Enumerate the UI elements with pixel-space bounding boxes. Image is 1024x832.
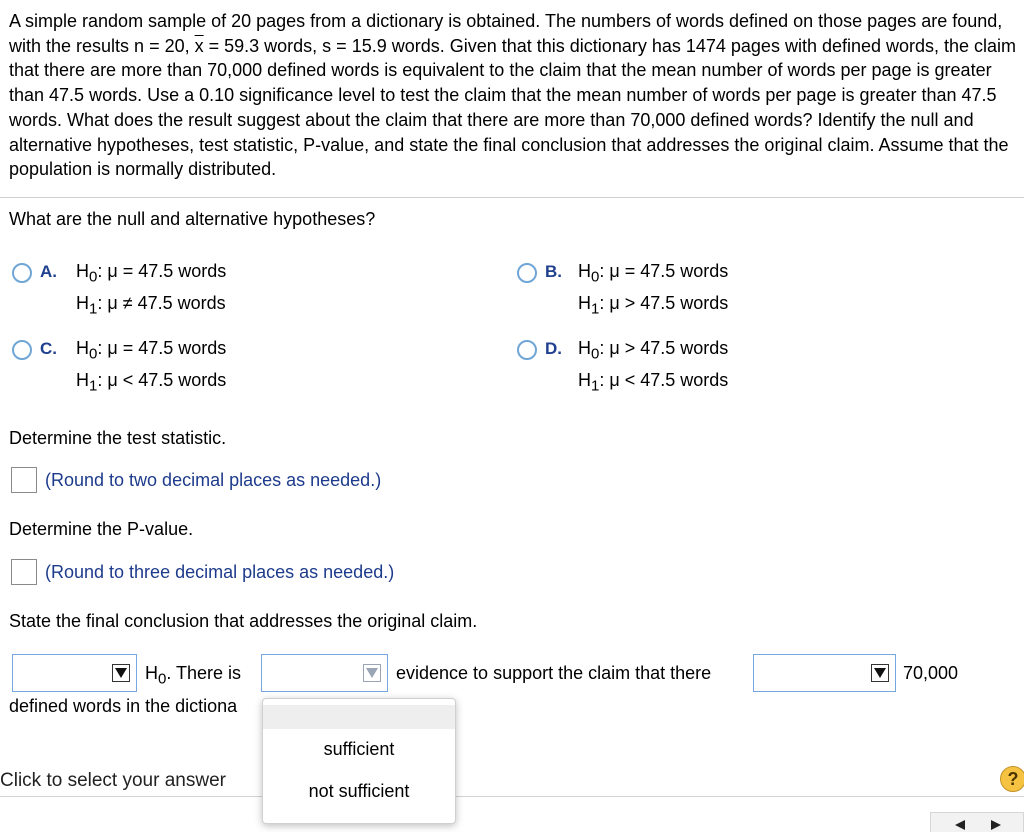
help-icon[interactable]: ?	[1000, 766, 1024, 792]
pvalue-hint: (Round to three decimal places as needed.)	[45, 562, 395, 582]
chevron-down-icon[interactable]	[363, 664, 381, 682]
evidence-dropdown-menu	[262, 698, 456, 824]
option-letter: D.	[545, 339, 562, 358]
option-c[interactable]	[0, 332, 480, 400]
dropdown-option-not-sufficient[interactable]: not sufficient	[308, 781, 410, 801]
conclusion-defined-text: defined words in the dictiona	[9, 696, 238, 716]
chevron-down-icon[interactable]	[871, 664, 889, 682]
option-a-h0: $H_0$: μ = 47.5 words	[76, 261, 227, 286]
problem-text-2: = 59.3 words, s = 15.9 words. Given that this dictionary has 1474 pages with defined words, the claim that there are more than 70,000 defined words is equivalent to the claim that the mean number of words per page is greater than 47.5 words. Use a 0.10 significance level to test the claim that the mean number of words per page is greater than 47.5 words. What does the result suggest about the claim that there are more than 70,000 defined words? Identify the null and alternative hypotheses, test statistic, P-value, and state the final conclusion that addresses the original claim. Assume that the population is normally distributed.	[9, 35, 1017, 180]
option-b-h1: $H_1$: μ > 47.5 words	[578, 293, 729, 318]
navigation-bar	[930, 812, 1024, 832]
radio-b[interactable]	[517, 263, 537, 283]
hypotheses-question: What are the null and alternative hypotheses?	[9, 209, 376, 229]
arrow-right-icon[interactable]	[991, 820, 1001, 830]
conclusion-h0-label: $H_0$. There is	[145, 663, 242, 688]
radio-a[interactable]	[12, 263, 32, 283]
conclusion-question: State the final conclusion that addresses the original claim.	[9, 611, 478, 631]
radio-c[interactable]	[12, 340, 32, 360]
option-b[interactable]	[505, 255, 985, 323]
option-b-h0: $H_0$: μ = 47.5 words	[578, 261, 729, 286]
radio-d[interactable]	[517, 340, 537, 360]
footer-divider	[0, 796, 1024, 797]
chevron-down-icon[interactable]	[112, 664, 130, 682]
conclusion-70000-text: 70,000	[903, 663, 959, 683]
problem-statement	[9, 9, 1017, 182]
arrow-left-icon[interactable]	[955, 820, 965, 830]
test-stat-question: Determine the test statistic.	[9, 428, 227, 448]
option-a-h1: $H_1$: μ ≠ 47.5 words	[76, 293, 226, 318]
option-letter: B.	[545, 262, 562, 281]
dropdown-option-blank[interactable]	[263, 705, 455, 729]
option-c-h0: $H_0$: μ = 47.5 words	[76, 338, 227, 363]
pvalue-input[interactable]	[11, 559, 37, 585]
option-c-h1: $H_1$: μ < 47.5 words	[76, 370, 227, 395]
test-stat-input[interactable]	[11, 467, 37, 493]
footer-prompt: Click to select your answer	[0, 770, 226, 791]
divider	[0, 197, 1024, 198]
claim-comparison-dropdown[interactable]	[753, 654, 896, 692]
option-letter: A.	[40, 262, 57, 281]
dropdown-option-sufficient[interactable]: sufficient	[323, 739, 395, 759]
option-d[interactable]	[505, 332, 985, 400]
xbar-symbol: $\overline{x}$	[194, 35, 204, 56]
option-letter: C.	[40, 339, 57, 358]
test-stat-hint: (Round to two decimal places as needed.)	[45, 470, 382, 490]
evidence-dropdown[interactable]	[261, 654, 388, 692]
option-d-h1: $H_1$: μ < 47.5 words	[578, 370, 729, 395]
pvalue-question: Determine the P-value.	[9, 519, 194, 539]
reject-decision-dropdown[interactable]	[12, 654, 137, 692]
option-d-h0: $H_0$: μ > 47.5 words	[578, 338, 729, 363]
problem-text-1: A simple random sample of 20 pages from a dictionary is obtained. The numbers of words defined on those pages are found, with the results n = 20,	[9, 11, 1003, 56]
conclusion-evidence-text: evidence to support the claim that there	[396, 663, 712, 683]
option-a[interactable]	[0, 255, 480, 323]
